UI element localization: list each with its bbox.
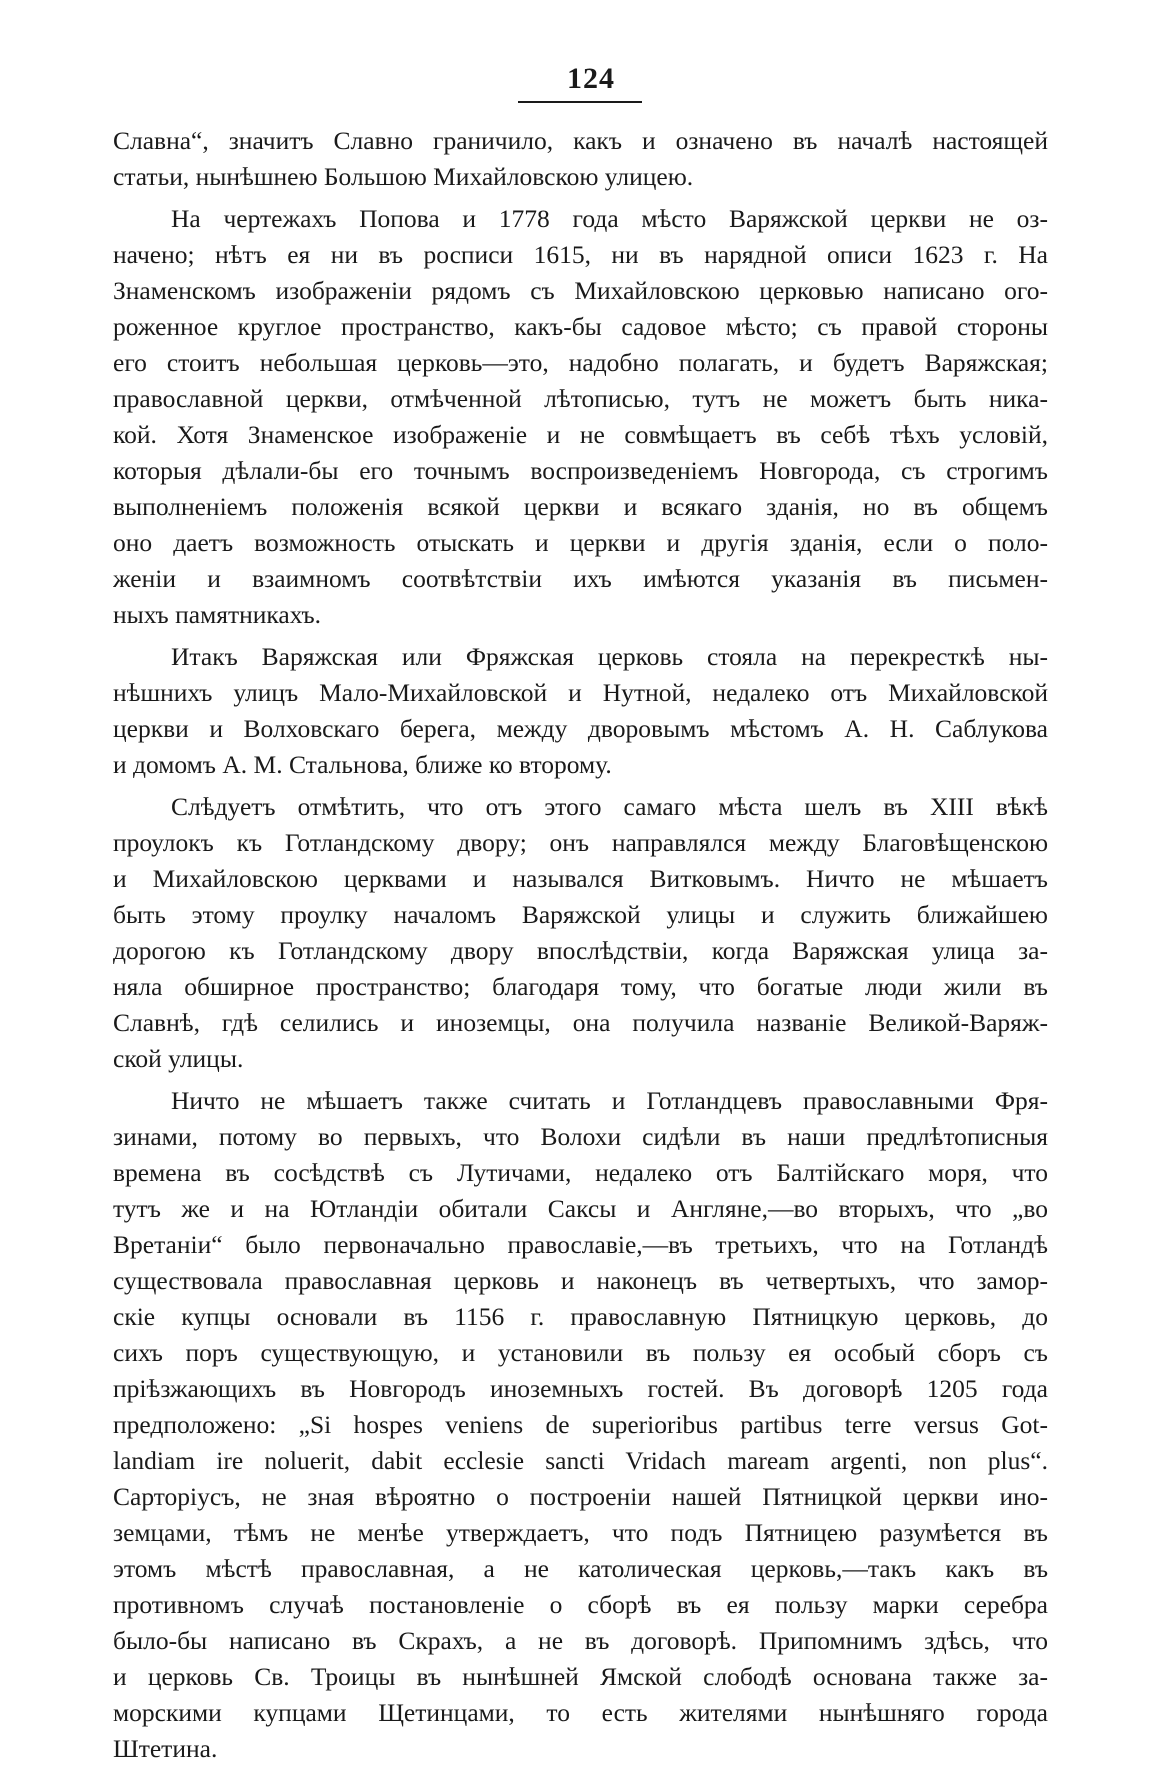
text-line: женіи и взаимномъ соотвѣтствіи ихъ имѣются указанія въ письмен- <box>113 564 1048 593</box>
paragraph <box>113 1083 1048 1767</box>
text-line: земцами, тѣмъ не менѣе утверждаетъ, что подъ Пятницею разумѣется въ <box>113 1518 1048 1547</box>
paragraph <box>113 201 1048 633</box>
text-line: ныхъ памятникахъ. <box>113 600 322 629</box>
text-line: и домомъ А. М. Стальнова, ближе ко второму. <box>113 750 612 779</box>
text-line: начено; нѣтъ ея ни въ росписи 1615, ни въ нарядной описи 1623 г. На <box>113 240 1048 269</box>
text-line: церкви и Волховскаго берега, между дворовымъ мѣстомъ А. Н. Саблукова <box>113 714 1048 743</box>
text-line: и церковь Св. Троицы въ нынѣшней Ямской слободѣ основана также за- <box>113 1662 1048 1691</box>
text-line: морскими купцами Щетинцами, то есть жителями нынѣшняго города <box>113 1698 1048 1727</box>
text-line: роженное круглое пространство, какъ-бы садовое мѣсто; съ правой стороны <box>113 312 1048 341</box>
text-line: времена въ сосѣдствѣ съ Лутичами, недалеко отъ Балтійскаго моря, что <box>113 1158 1048 1187</box>
text-line: Славнѣ, гдѣ селились и иноземцы, она получила названіе Великой-Варяж- <box>113 1008 1048 1037</box>
text-line: Знаменскомъ изображеніи рядомъ съ Михайловскою церковью написано ого- <box>113 276 1048 305</box>
text-line: противномъ случаѣ постановленіе о сборѣ въ ея пользу марки серебра <box>113 1590 1048 1619</box>
text-line: landiam ire noluerit, dabit ecclesie sancti Vridach maream argenti, non plus“. <box>113 1446 1048 1475</box>
text-line: зинами, потому во первыхъ, что Волохи сидѣли въ наши предлѣтописныя <box>113 1122 1048 1151</box>
text-line: которыя дѣлали-бы его точнымъ воспроизведеніемъ Новгорода, съ строгимъ <box>113 456 1048 485</box>
page-number-rule <box>518 101 642 103</box>
text-line: Сарторіусъ, не зная вѣроятно о построеніи нашей Пятницкой церкви ино- <box>113 1482 1048 1511</box>
body-text <box>113 123 1048 1767</box>
paragraph <box>113 789 1048 1077</box>
text-line: его стоитъ небольшая церковь—это, надобно полагать, и будетъ Варяжская; <box>113 348 1048 377</box>
text-line: дорогою къ Готландскому двору впослѣдствіи, когда Варяжская улица за- <box>113 936 1048 965</box>
text-line: Штетина. <box>113 1734 218 1763</box>
text-line: тутъ же и на Ютландіи обитали Саксы и Англяне,—во вторыхъ, что „во <box>113 1194 1048 1223</box>
text-line: оно даетъ возможность отыскать и церкви и другія зданія, если о поло- <box>113 528 1048 557</box>
text-line: статьи, нынѣшнею Большою Михайловскою улицею. <box>113 162 694 191</box>
text-line: существовала православная церковь и наконецъ въ четвертыхъ, что замор- <box>113 1266 1048 1295</box>
text-line: пріѣзжающихъ въ Новгородъ иноземныхъ гостей. Въ договорѣ 1205 года <box>113 1374 1048 1403</box>
text-line: проулокъ къ Готландскому двору; онъ направлялся между Благовѣщенскою <box>113 828 1048 857</box>
page-number: 124 <box>567 62 615 95</box>
text-line: быть этому проулку началомъ Варяжской улицы и служить ближайшею <box>113 900 1048 929</box>
text-line: скіе купцы основали въ 1156 г. православную Пятницкую церковь, до <box>113 1302 1048 1331</box>
text-line: нѣшнихъ улицъ Мало-Михайловской и Нутной, недалеко отъ Михайловской <box>113 678 1048 707</box>
text-line: этомъ мѣстѣ православная, а не католическая церковь,—такъ какъ въ <box>113 1554 1048 1583</box>
text-line: кой. Хотя Знаменское изображеніе и не совмѣщаетъ въ себѣ тѣхъ условій, <box>113 420 1048 449</box>
text-line: Вретаніи“ было первоначально православіе,—въ третьихъ, что на Готландѣ <box>113 1230 1048 1259</box>
text-line: Слѣдуетъ отмѣтить, что отъ этого самаго мѣста шелъ въ XIII вѣкѣ <box>171 792 1048 821</box>
text-line: сихъ поръ существующую, и установили въ пользу ея особый сборъ съ <box>113 1338 1048 1367</box>
text-line: Ничто не мѣшаетъ также считать и Готландцевъ православными Фря- <box>171 1086 1048 1115</box>
text-line: было-бы написано въ Скрахъ, а не въ договорѣ. Припомнимъ здѣсь, что <box>113 1626 1048 1655</box>
text-line: и Михайловскою церквами и назывался Витковымъ. Ничто не мѣшаетъ <box>113 864 1048 893</box>
text-line: Славна“, значитъ Славно граничило, какъ и означено въ началѣ настоящей <box>113 126 1048 155</box>
text-line: православной церкви, отмѣченной лѣтописью, тутъ не можетъ быть ника- <box>113 384 1048 413</box>
text-line: предположено: „Si hospes veniens de superioribus partibus terre versus Got- <box>113 1410 1048 1439</box>
text-line: На чертежахъ Попова и 1778 года мѣсто Варяжской церкви не оз- <box>171 204 1048 233</box>
text-line: няла обширное пространство; благодаря тому, что богатые люди жили въ <box>113 972 1048 1001</box>
text-line: выполненіемъ положенія всякой церкви и всякаго зданія, но въ общемъ <box>113 492 1048 521</box>
paragraph <box>113 639 1048 783</box>
text-line: ской улицы. <box>113 1044 244 1073</box>
paragraph <box>113 123 1048 195</box>
text-line: Итакъ Варяжская или Фряжская церковь стояла на перекресткѣ ны- <box>171 642 1048 671</box>
